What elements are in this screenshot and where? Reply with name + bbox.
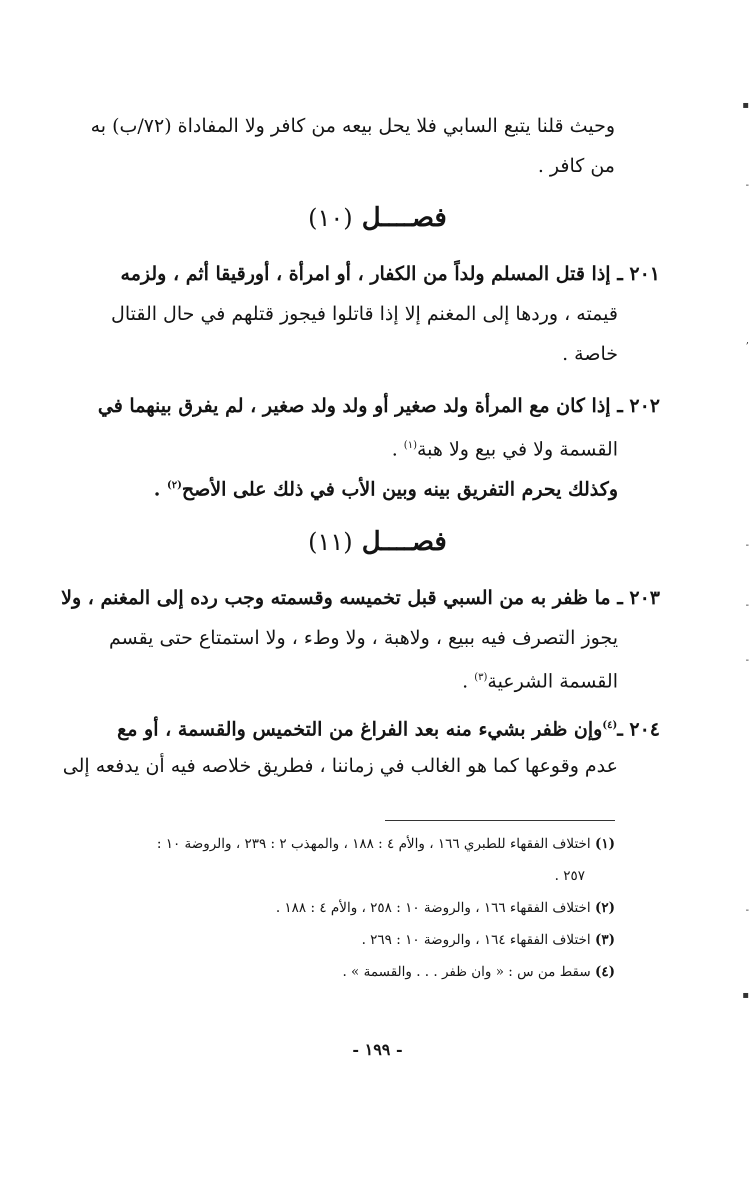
intro-paragraph bbox=[90, 106, 615, 186]
footnote-3-number: (٣) bbox=[594, 932, 615, 948]
footnote-4 bbox=[110, 956, 615, 988]
section-heading-10 bbox=[0, 198, 755, 242]
scan-mark: ▪ bbox=[742, 100, 749, 111]
footnote-2-number: (٢) bbox=[594, 900, 615, 916]
item-204-number: ٢٠٤ ـ bbox=[617, 718, 660, 741]
item-203 bbox=[61, 578, 660, 698]
footnote-1-continued: ٢٥٧ . bbox=[554, 868, 585, 884]
footnotes bbox=[110, 828, 615, 988]
item-202-number: ٢٠٢ ـ bbox=[617, 395, 660, 417]
item-204 bbox=[62, 706, 660, 786]
scan-mark: ▪ bbox=[742, 990, 749, 1001]
item-201-line-1 bbox=[110, 254, 660, 294]
footnote-3 bbox=[110, 924, 615, 956]
intro-line-2: من كافر . bbox=[537, 155, 615, 177]
item-202-end-2: . bbox=[391, 438, 404, 461]
footnote-2-text: اختلاف الفقهاء ١٦٦ ، والروضة ١٠ : ٢٥٨ ، والأم ٤ : ١٨٨ . bbox=[275, 900, 591, 916]
footnote-3-text: اختلاف الفقهاء ١٦٤ ، والروضة ١٠ : ٢٦٩ . bbox=[361, 932, 591, 948]
scan-mark: - bbox=[745, 655, 749, 666]
item-202-end-3: . bbox=[153, 478, 168, 501]
scan-mark: , bbox=[745, 335, 749, 346]
item-203-line-3 bbox=[110, 658, 660, 698]
item-202-line-2 bbox=[110, 426, 660, 466]
item-202-text-3: وكذلك يحرم التفريق بينه وبين الأب في ذلك على الأصح bbox=[181, 478, 618, 501]
footnote-1-number: (١) bbox=[594, 836, 615, 852]
footnote-1-text: اختلاف الفقهاء للطبري ١٦٦ ، والأم ٤ : ١٨٨ ، والمهذب ٢ : ٢٣٩ ، والروضة ١٠ : bbox=[156, 836, 591, 852]
item-203-text-1: ما ظفر به من السبي قبل تخميسه وقسمته وجب رده إلى المغنم ، ولا bbox=[61, 587, 611, 609]
section-word: فصــــل bbox=[361, 527, 447, 557]
scan-mark: - bbox=[745, 540, 749, 551]
footnote-1 bbox=[110, 828, 615, 860]
item-203-line-2: يجوز التصرف فيه ببيع ، ولاهبة ، ولا وطء ، ولا استمتاع حتى يقسم bbox=[108, 627, 618, 649]
item-203-number: ٢٠٣ ـ bbox=[617, 587, 660, 609]
intro-line-1: وحيث قلنا يتبع السابي فلا يحل بيعه من كافر ولا المفاداة (٧٢/ب) به bbox=[90, 115, 615, 137]
scan-mark: - bbox=[745, 600, 749, 611]
page-number: - ١٩٩ - bbox=[352, 1040, 403, 1059]
item-202-text-2: القسمة ولا في بيع ولا هبة bbox=[416, 438, 618, 461]
footnote-4-number: (٤) bbox=[594, 964, 615, 980]
section-heading-11 bbox=[0, 522, 755, 566]
item-203-text-3: القسمة الشرعية bbox=[487, 670, 618, 693]
item-202-text-1: إذا كان مع المرأة ولد صغير أو ولد ولد صغير ، لم يفرق بينهما في bbox=[97, 395, 611, 417]
item-201-line-2: قيمته ، وردها إلى المغنم إلا إذا قاتلوا فيجوز قتلهم في حال القتال bbox=[111, 303, 618, 325]
item-201 bbox=[110, 254, 660, 374]
item-204-line-2: عدم وقوعها كما هو الغالب في زماننا ، فطريق خلاصه فيه أن يدفعه إلى bbox=[62, 755, 618, 777]
section-number: (١٠) bbox=[308, 204, 353, 232]
section-word: فصــــل bbox=[361, 203, 447, 233]
item-204-line-1 bbox=[110, 706, 660, 746]
footnote-ref-1[interactable]: (١) bbox=[403, 440, 417, 451]
item-201-text-1: إذا قتل المسلم ولداً من الكفار ، أو امرأة ، أورقيقا أثم ، ولزمه bbox=[120, 263, 611, 285]
item-202-line-1 bbox=[97, 386, 660, 426]
scan-mark: - bbox=[745, 180, 749, 191]
footnote-ref-4[interactable]: (٤) bbox=[602, 720, 618, 731]
footnote-ref-2[interactable]: (٢) bbox=[167, 480, 182, 491]
item-201-number: ٢٠١ ـ bbox=[617, 263, 660, 285]
section-number: (١١) bbox=[308, 528, 353, 556]
item-201-line-3: خاصة . bbox=[562, 343, 618, 365]
item-202 bbox=[97, 386, 660, 506]
item-202-line-3 bbox=[110, 466, 660, 506]
item-203-line-1 bbox=[61, 578, 660, 618]
footnote-4-text: سقط من س : « وان ظفر . . . والقسمة » . bbox=[342, 964, 591, 980]
footnote-ref-3[interactable]: (٣) bbox=[474, 672, 488, 683]
scan-mark: - bbox=[745, 905, 749, 916]
item-204-text-1: وإن ظفر بشيء منه بعد الفراغ من التخميس والقسمة ، أو مع bbox=[117, 718, 603, 741]
item-203-end-3: . bbox=[462, 670, 475, 693]
footnote-separator bbox=[385, 820, 615, 821]
footnote-2 bbox=[110, 892, 615, 924]
